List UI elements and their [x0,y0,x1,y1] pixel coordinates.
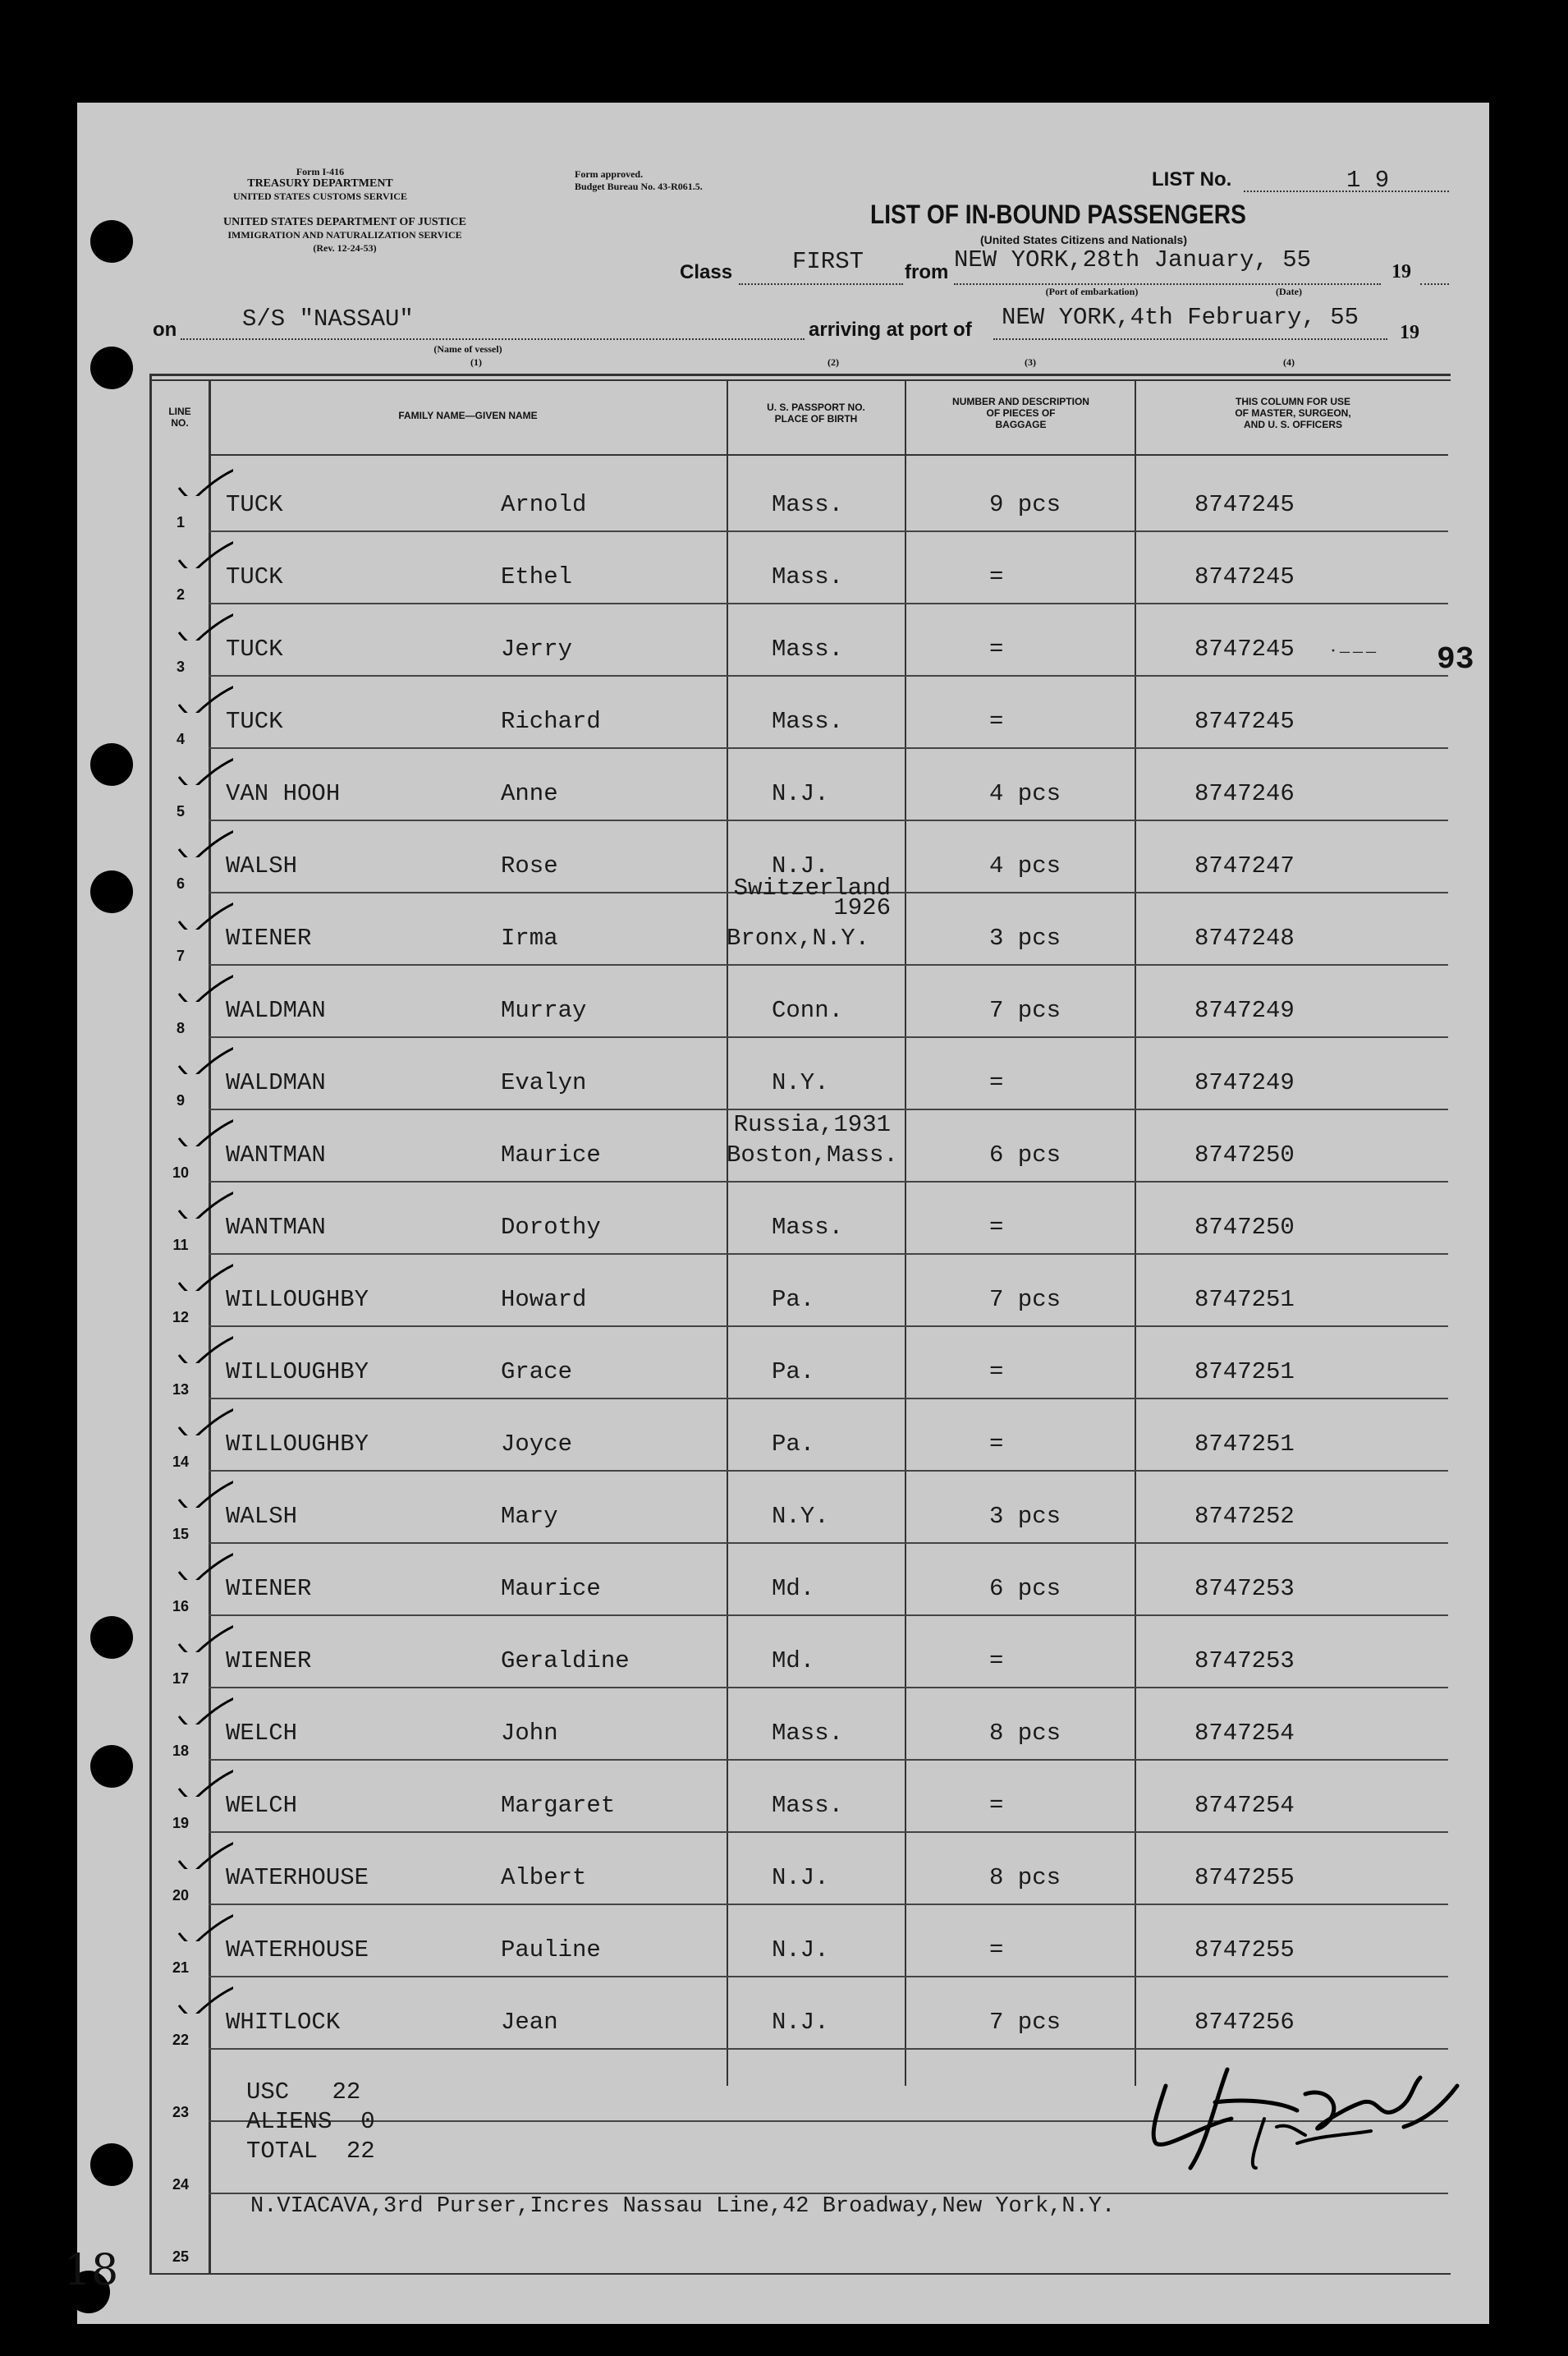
officer-code: 8747246 [1194,780,1295,807]
punch-hole [90,870,133,913]
page-subtitle: (United States Citizens and Nationals) [979,233,1188,246]
baggage: 8 pcs [989,1864,1061,1891]
officer-code: 8747256 [1194,2009,1295,2036]
given-name: Grace [501,1358,573,1385]
row-line-number: 22 [172,2032,190,2048]
row-separator [209,1181,1448,1183]
officer-code: 8747248 [1194,925,1295,952]
punch-hole [90,220,133,263]
class-value: FIRST [792,248,864,275]
col-baggage: NUMBER AND DESCRIPTION OF PIECES OF BAGGAGE [952,396,1089,430]
baggage: 6 pcs [989,1575,1061,1602]
row-line-number: 6 [176,875,185,892]
col-name: FAMILY NAME—GIVEN NAME [398,410,538,421]
baggage: 4 pcs [989,852,1061,879]
check-mark-icon [176,969,233,1002]
officer-code: 8747245 [1194,708,1295,735]
form-number: Form I-416 [296,166,345,177]
row-separator [209,1109,1448,1110]
vessel-caption: (Name of vessel) [433,343,502,355]
treasury-dept: TREASURY DEPARTMENT [247,177,393,190]
family-name: TUCK [226,708,283,735]
given-name: Albert [501,1864,587,1891]
family-name: TUCK [226,636,283,663]
family-name: TUCK [226,563,283,590]
row-line-number: 10 [172,1164,190,1181]
aliens-label: ALIENS [246,2108,332,2135]
officer-code: 8747253 [1194,1647,1295,1674]
given-name: Maurice [501,1575,601,1602]
check-mark-icon [176,1908,233,1941]
place-of-birth: Pa. [772,1286,815,1313]
officer-code: 8747252 [1194,1503,1295,1530]
baggage: = [989,1647,1004,1674]
family-name: WIENER [226,1575,312,1602]
family-name: WANTMAN [226,1214,326,1241]
class-label: Class [680,261,733,283]
check-mark-icon [176,1547,233,1580]
given-name: Richard [501,708,601,735]
row-separator [209,1976,1448,1977]
given-name: Murray [501,997,587,1024]
officer-code: 8747251 [1194,1358,1295,1385]
baggage: = [989,1214,1004,1241]
purser-signature-line: N.VIACAVA,3rd Purser,Incres Nassau Line,42 Broadway,New York,N.Y. [250,2194,1116,2219]
row-line-number: 24 [172,2176,190,2193]
justice-dept: UNITED STATES DEPARTMENT OF JUSTICE [223,216,466,228]
officer-code: 8747245 [1194,636,1295,663]
punch-hole [90,1616,133,1659]
given-name: Ethel [501,563,573,590]
arrival-value: NEW YORK,4th February, 55 [1002,304,1359,331]
list-label: LIST No. [1152,168,1232,191]
row-separator [209,1325,1448,1327]
check-mark-icon [176,824,233,857]
row-separator [209,1904,1448,1905]
place-of-birth: Md. [772,1575,815,1602]
row-line-number: 25 [172,2248,190,2265]
baggage: 8 pcs [989,1720,1061,1747]
aliens-value: 0 [360,2108,375,2135]
form-approved: Form approved. [575,168,644,180]
baggage: = [989,1792,1004,1819]
col-line-no: LINE NO. [168,406,191,429]
family-name: WIENER [226,925,312,952]
place-of-birth: N.J. [772,780,829,807]
check-mark-icon [176,1403,233,1435]
port-embark-caption: (Port of embarkation) [1045,286,1139,297]
given-name: Rose [501,852,558,879]
officer-code: 8747255 [1194,1936,1295,1963]
given-name: Irma [501,925,558,952]
place-of-birth: Mass. [772,1720,844,1747]
col-officers: THIS COLUMN FOR USE OF MASTER, SURGEON, AND U. S. OFFICERS [1235,396,1351,430]
total-value: 22 [346,2138,375,2165]
given-name: Howard [501,1286,587,1313]
baggage: 7 pcs [989,1286,1061,1313]
check-mark-icon [176,1836,233,1869]
officer-signature [1133,2053,1461,2184]
officer-code: 8747255 [1194,1864,1295,1891]
officer-code: 8747247 [1194,852,1295,879]
row-separator [209,1398,1448,1399]
row-separator [209,820,1448,821]
row-separator [209,1614,1448,1616]
check-mark-icon [176,1330,233,1363]
birth-note: Switzerland 1926 [733,875,891,921]
given-name: Joyce [501,1431,573,1458]
check-mark-icon [176,752,233,785]
check-mark-icon [176,1619,233,1652]
place-of-birth: Mass. [772,1214,844,1241]
given-name: Anne [501,780,558,807]
row-line-number: 23 [172,2104,190,2120]
row-separator [209,1470,1448,1472]
officer-code: 8747249 [1194,1069,1295,1096]
place-of-birth: Mass. [772,563,844,590]
page-corner-number: 18 [64,2246,119,2295]
officer-code: 8747250 [1194,1141,1295,1169]
usc-label: USC [246,2078,290,2106]
officer-code: 8747254 [1194,1792,1295,1819]
row-line-number: 18 [172,1743,190,1759]
officer-code: 8747254 [1194,1720,1295,1747]
officer-code: 8747253 [1194,1575,1295,1602]
check-mark-icon [176,608,233,641]
row-separator [209,530,1448,532]
family-name: WANTMAN [226,1141,326,1169]
baggage: = [989,636,1004,663]
col-passport: U. S. PASSPORT NO. PLACE OF BIRTH [767,402,865,425]
ins-service: IMMIGRATION AND NATURALIZATION SERVICE [227,229,462,241]
baggage: 3 pcs [989,925,1061,952]
family-name: WATERHOUSE [226,1936,369,1963]
family-name: WALDMAN [226,1069,326,1096]
place-of-birth: Md. [772,1647,815,1674]
vessel-name: S/S "NASSAU" [242,305,414,333]
row-separator [209,1036,1448,1038]
row-line-number: 8 [176,1020,185,1036]
given-name: Arnold [501,491,587,518]
check-mark-icon [176,1186,233,1219]
arriving-label: arriving at port of [809,319,972,341]
check-mark-icon [176,1981,233,2014]
place-of-birth: N.J. [772,1936,829,1963]
baggage: = [989,708,1004,735]
row-line-number: 9 [176,1092,185,1109]
row-line-number: 4 [176,731,185,747]
on-label: on [153,319,177,341]
margin-dash: ·––– [1330,641,1379,662]
place-of-birth: N.Y. [772,1503,829,1530]
list-number: 1 9 [1346,167,1390,194]
place-of-birth: Mass. [772,491,844,518]
row-line-number: 7 [176,948,185,964]
officer-code: 8747245 [1194,491,1295,518]
year-prefix: 19 [1391,261,1411,282]
margin-note: 93 [1437,642,1474,677]
punch-hole [90,347,133,389]
given-name: Maurice [501,1141,601,1169]
row-line-number: 2 [176,586,185,603]
baggage: = [989,1936,1004,1963]
check-mark-icon [176,1692,233,1725]
given-name: John [501,1720,558,1747]
row-line-number: 3 [176,659,185,675]
row-separator [209,1542,1448,1544]
row-line-number: 13 [172,1381,190,1398]
row-line-number: 12 [172,1309,190,1325]
row-line-number: 17 [172,1670,190,1687]
col4-marker: (4) [1283,356,1295,368]
baggage: 7 pcs [989,997,1061,1024]
officer-code: 8747250 [1194,1214,1295,1241]
given-name: Mary [501,1503,558,1530]
check-mark-icon [176,1764,233,1797]
row-separator [209,747,1448,749]
row-line-number: 15 [172,1526,190,1542]
family-name: WATERHOUSE [226,1864,369,1891]
given-name: Margaret [501,1792,616,1819]
row-line-number: 11 [172,1237,189,1253]
given-name: Jean [501,2009,558,2036]
col3-marker: (3) [1025,356,1036,368]
row-separator [209,1253,1448,1255]
given-name: Evalyn [501,1069,587,1096]
row-line-number: 5 [176,803,185,820]
from-label: from [905,261,949,283]
baggage: 6 pcs [989,1141,1061,1169]
place-of-birth: N.Y. [772,1069,829,1096]
check-mark-icon [176,1475,233,1508]
baggage: = [989,563,1004,590]
usc-value: 22 [332,2078,361,2106]
family-name: WELCH [226,1792,298,1819]
check-mark-icon [176,1114,233,1146]
row-line-number: 19 [172,1815,190,1831]
family-name: WHITLOCK [226,2009,341,2036]
page-title: LIST OF IN-BOUND PASSENGERS [870,200,1246,229]
place-of-birth: N.J. [772,2009,829,2036]
family-name: WILLOUGHBY [226,1431,369,1458]
place-of-birth: Bronx,N.Y. [727,925,870,952]
punch-hole [90,1745,133,1788]
baggage: = [989,1431,1004,1458]
check-mark-icon [176,680,233,713]
check-mark-icon [176,897,233,930]
baggage: 9 pcs [989,491,1061,518]
family-name: WELCH [226,1720,298,1747]
family-name: WALSH [226,1503,298,1530]
customs-service: UNITED STATES CUSTOMS SERVICE [233,191,407,202]
form-revision: (Rev. 12-24-53) [313,242,377,254]
check-mark-icon [176,535,233,568]
date-caption: (Date) [1276,286,1302,297]
place-of-birth: Pa. [772,1358,815,1385]
row-line-number: 14 [172,1454,190,1470]
row-separator [209,1687,1448,1688]
check-mark-icon [176,1041,233,1074]
officer-code: 8747251 [1194,1431,1295,1458]
col2-marker: (2) [828,356,839,368]
baggage: = [989,1069,1004,1096]
baggage: 4 pcs [989,780,1061,807]
row-separator [209,603,1448,604]
row-line-number: 1 [176,514,185,530]
family-name: WALDMAN [226,997,326,1024]
row-line-number: 16 [172,1598,190,1614]
row-separator [209,1759,1448,1761]
check-mark-icon [176,1258,233,1291]
total-label: TOTAL [246,2138,319,2165]
officer-code: 8747249 [1194,997,1295,1024]
from-value: NEW YORK,28th January, 55 [954,246,1312,273]
officer-code: 8747245 [1194,563,1295,590]
punch-hole [90,2143,133,2186]
place-of-birth: Mass. [772,708,844,735]
baggage: 3 pcs [989,1503,1061,1530]
family-name: WIENER [226,1647,312,1674]
place-of-birth: N.J. [772,852,829,879]
col1-marker: (1) [470,356,482,368]
family-name: WALSH [226,852,298,879]
place-of-birth: Boston,Mass. [727,1141,898,1169]
given-name: Pauline [501,1936,601,1963]
family-name: TUCK [226,491,283,518]
year-prefix-2: 19 [1400,322,1419,343]
family-name: WILLOUGHBY [226,1358,369,1385]
given-name: Dorothy [501,1214,601,1241]
baggage: 7 pcs [989,2009,1061,2036]
budget-bureau: Budget Bureau No. 43-R061.5. [575,181,703,192]
given-name: Jerry [501,636,573,663]
officer-code: 8747251 [1194,1286,1295,1313]
place-of-birth: Mass. [772,1792,844,1819]
row-separator [209,1831,1448,1833]
family-name: VAN HOOH [226,780,341,807]
place-of-birth: Pa. [772,1431,815,1458]
row-separator [209,2048,1448,2050]
birth-note: Russia,1931 [733,1111,891,1138]
baggage: = [989,1358,1004,1385]
row-separator [209,675,1448,677]
place-of-birth: Mass. [772,636,844,663]
row-separator [209,964,1448,966]
check-mark-icon [176,463,233,496]
row-line-number: 20 [172,1887,190,1904]
row-line-number: 21 [172,1959,190,1976]
punch-hole [90,743,133,786]
totals-block [246,2078,375,2166]
place-of-birth: N.J. [772,1864,829,1891]
place-of-birth: Conn. [772,997,844,1024]
family-name: WILLOUGHBY [226,1286,369,1313]
given-name: Geraldine [501,1647,630,1674]
